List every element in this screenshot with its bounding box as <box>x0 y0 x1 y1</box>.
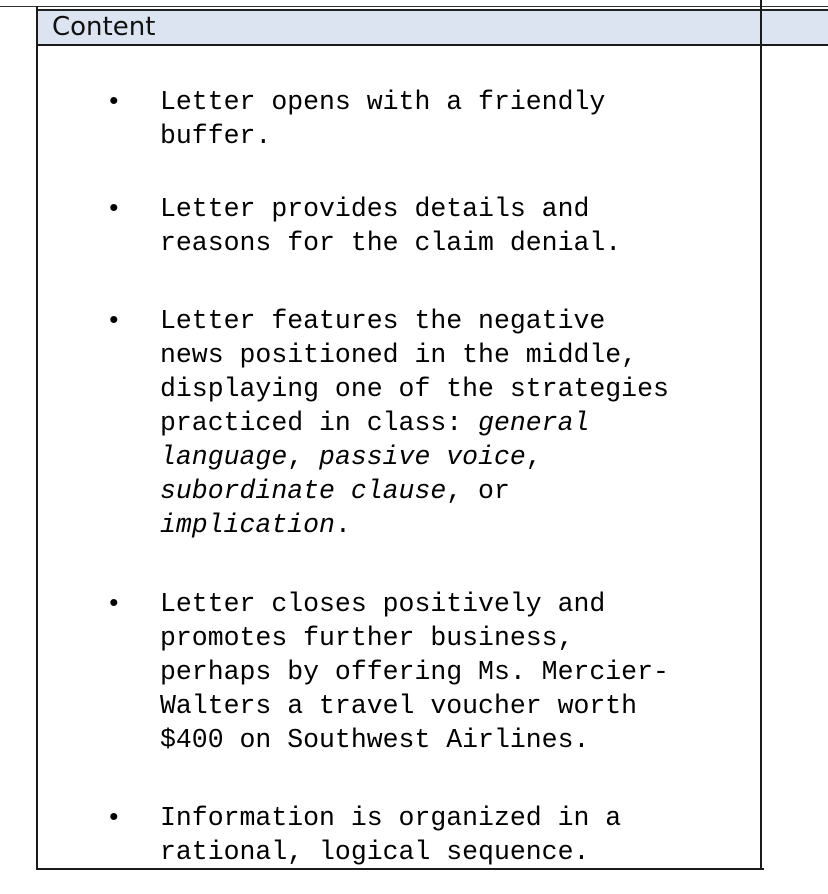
item-line: perhaps by offering Ms. Mercier- <box>160 657 669 687</box>
bullet-icon: • <box>106 589 122 619</box>
item-line <box>160 440 760 474</box>
list-item-organization <box>106 801 760 869</box>
item-line: Letter features the negative <box>160 306 606 336</box>
list-item-negative-news <box>106 304 760 542</box>
item-line: Letter provides details and <box>160 194 590 224</box>
strategy-language: language <box>160 442 288 472</box>
column-header-content: Content <box>52 12 156 42</box>
item-text: , <box>525 442 542 472</box>
item-line: buffer. <box>160 121 272 151</box>
list-item-details <box>106 192 760 260</box>
table-column-divider <box>760 0 762 870</box>
strategy-general: general <box>478 408 590 438</box>
item-text: . <box>334 510 351 540</box>
item-text: practiced in class: <box>160 408 479 438</box>
strategy-implication: implication <box>160 510 335 540</box>
item-line <box>160 406 760 440</box>
item-text: , or <box>446 476 510 506</box>
table-header-bottom-border <box>36 44 828 46</box>
item-line: displaying one of the strategies <box>160 374 669 404</box>
table-left-border <box>36 6 38 869</box>
item-line: Walters a travel voucher worth <box>160 691 638 721</box>
bullet-icon: • <box>106 306 122 336</box>
bullet-icon: • <box>106 194 122 224</box>
item-line <box>160 474 760 508</box>
item-line: promotes further business, <box>160 623 574 653</box>
list-item-buffer <box>106 85 760 153</box>
bullet-icon: • <box>106 803 122 833</box>
table-top-border <box>0 6 828 7</box>
item-line <box>160 508 760 542</box>
item-line: rational, logical sequence. <box>160 837 590 867</box>
item-line: Letter closes positively and <box>160 589 606 619</box>
item-line: Letter opens with a friendly <box>160 87 606 117</box>
item-line: $400 on Southwest Airlines. <box>160 725 590 755</box>
header-cell-right <box>762 11 828 44</box>
item-line: news positioned in the middle, <box>160 340 638 370</box>
item-line: Information is organized in a <box>160 803 622 833</box>
bullet-icon: • <box>106 87 122 117</box>
strategy-passive-voice: passive voice <box>319 442 526 472</box>
strategy-subordinate-clause: subordinate clause <box>160 476 447 506</box>
list-item-closing <box>106 587 760 757</box>
item-line: reasons for the claim denial. <box>160 228 622 258</box>
item-text: , <box>287 442 320 472</box>
